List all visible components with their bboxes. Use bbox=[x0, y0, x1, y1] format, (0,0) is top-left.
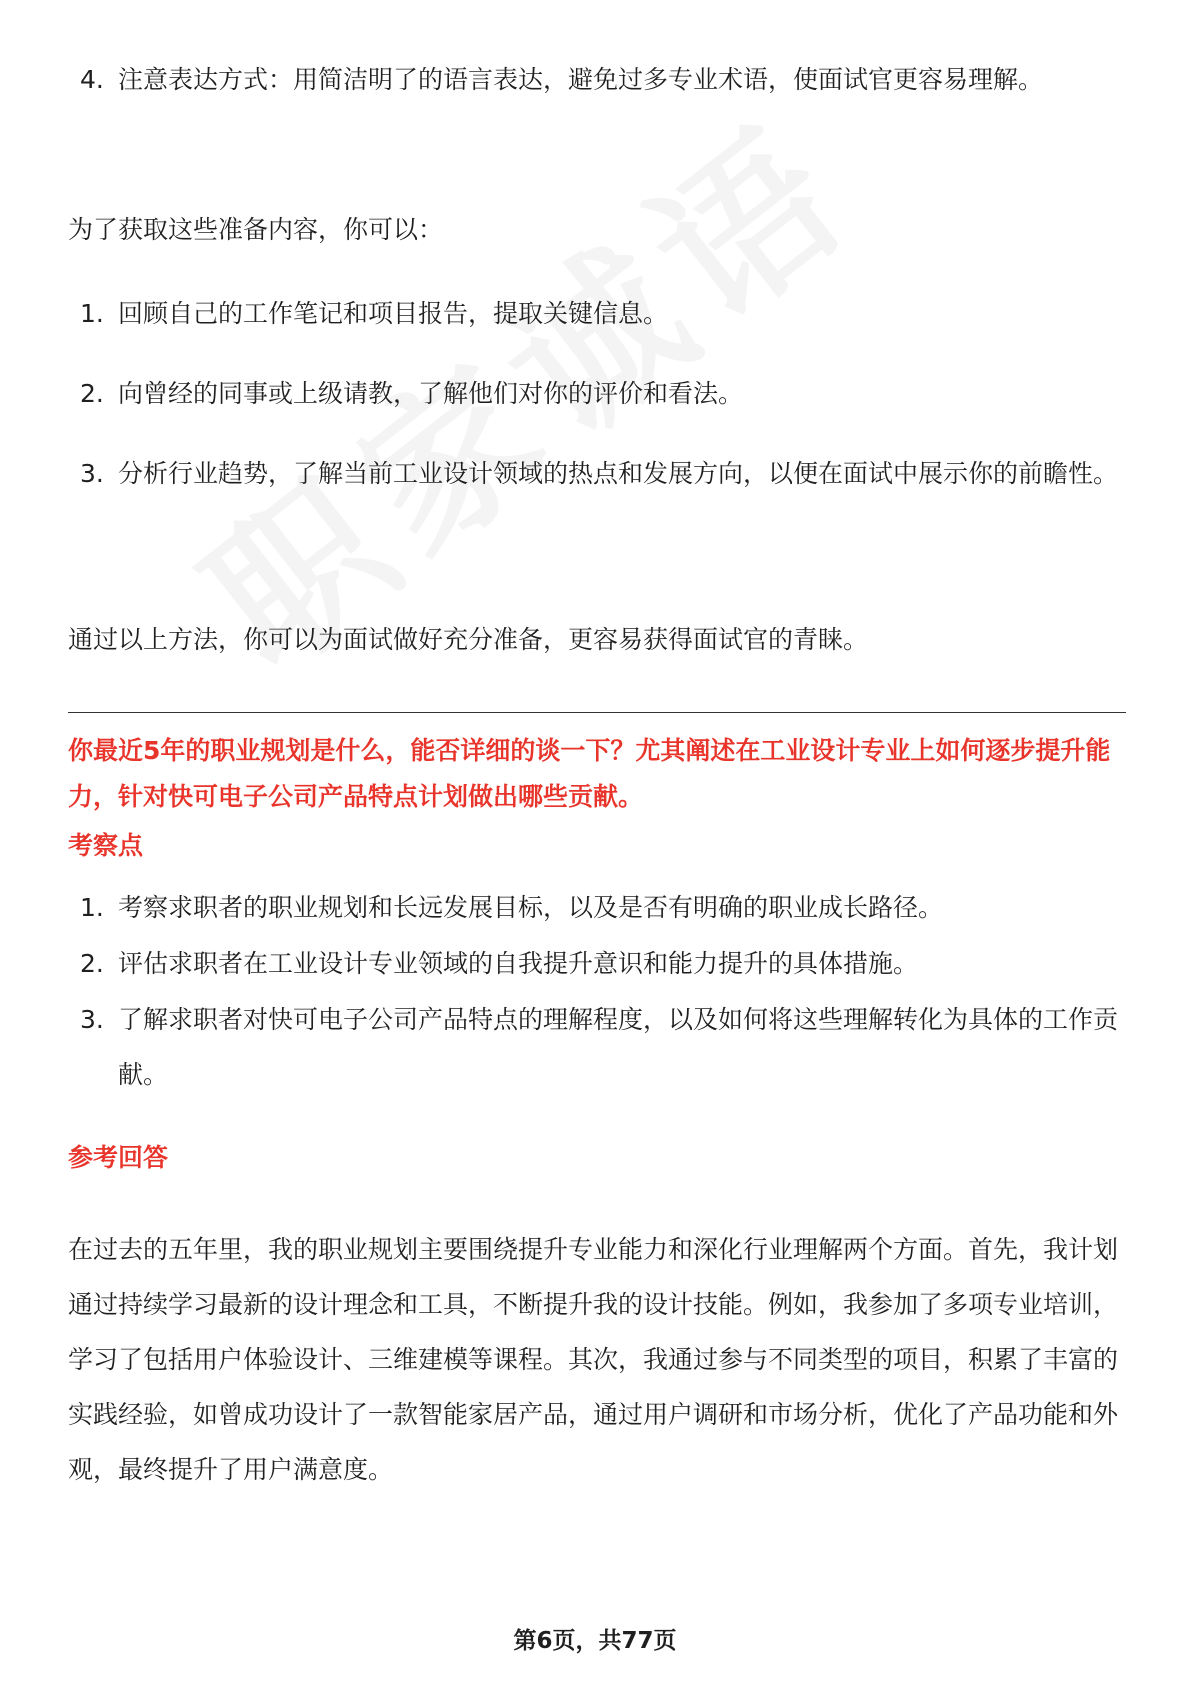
list-text: 了解求职者对快可电子公司产品特点的理解程度，以及如何将这些理解转化为具体的工作贡献。 bbox=[118, 1005, 1119, 1089]
intro-paragraph: 为了获取这些准备内容，你可以： bbox=[68, 215, 444, 244]
list-item bbox=[68, 446, 1126, 501]
list-number: 2. bbox=[80, 379, 104, 408]
answer-paragraph: 在过去的五年里，我的职业规划主要围绕提升专业能力和深化行业理解两个方面。首先，我计划通过持续学习最新的设计理念和工具，不断提升我的设计技能。例如，我参加了多项专业培训，学习了包括用户体验设计、三维建模等课程。其次，我通过参与不同类型的项目，积累了丰富的实践经验，如曾成功设计了一款智能家居产品，通过用户调研和市场分析，优化了产品功能和外观，最终提升了用户满意度。 bbox=[68, 1235, 1119, 1484]
list-item bbox=[68, 286, 1126, 341]
list-text: 回顾自己的工作笔记和项目报告，提取关键信息。 bbox=[118, 299, 669, 328]
list-item bbox=[68, 992, 1126, 1102]
list-text: 分析行业趋势，了解当前工业设计领域的热点和发展方向，以便在面试中展示你的前瞻性。 bbox=[118, 459, 1119, 488]
list-text: 向曾经的同事或上级请教，了解他们对你的评价和看法。 bbox=[118, 379, 744, 408]
section-divider bbox=[68, 712, 1126, 713]
list-number: 4. bbox=[80, 65, 104, 94]
list-number: 1. bbox=[80, 299, 104, 328]
list-number: 1. bbox=[80, 893, 104, 922]
interview-question: 你最近5年的职业规划是什么，能否详细的谈一下？尤其阐述在工业设计专业上如何逐步提升能力，针对快可电子公司产品特点计划做出哪些贡献。 bbox=[68, 736, 1111, 811]
focus-heading: 考察点 bbox=[68, 831, 144, 860]
list-number: 3. bbox=[80, 1005, 104, 1034]
list-number: 2. bbox=[80, 949, 104, 978]
list-text: 考察求职者的职业规划和长远发展目标，以及是否有明确的职业成长路径。 bbox=[118, 893, 944, 922]
conclusion-paragraph: 通过以上方法，你可以为面试做好充分准备，更容易获得面试官的青睐。 bbox=[68, 625, 869, 654]
list-number: 3. bbox=[80, 459, 104, 488]
list-text: 评估求职者在工业设计专业领域的自我提升意识和能力提升的具体措施。 bbox=[118, 949, 919, 978]
page-footer: 第6页，共77页 bbox=[513, 1628, 677, 1654]
list-item bbox=[68, 936, 1126, 991]
answer-heading: 参考回答 bbox=[68, 1143, 169, 1172]
list-item bbox=[68, 366, 1126, 421]
list-text: 注意表达方式：用简洁明了的语言表达，避免过多专业术语，使面试官更容易理解。 bbox=[118, 65, 1044, 94]
list-item bbox=[68, 52, 1126, 107]
list-item bbox=[68, 880, 1126, 935]
